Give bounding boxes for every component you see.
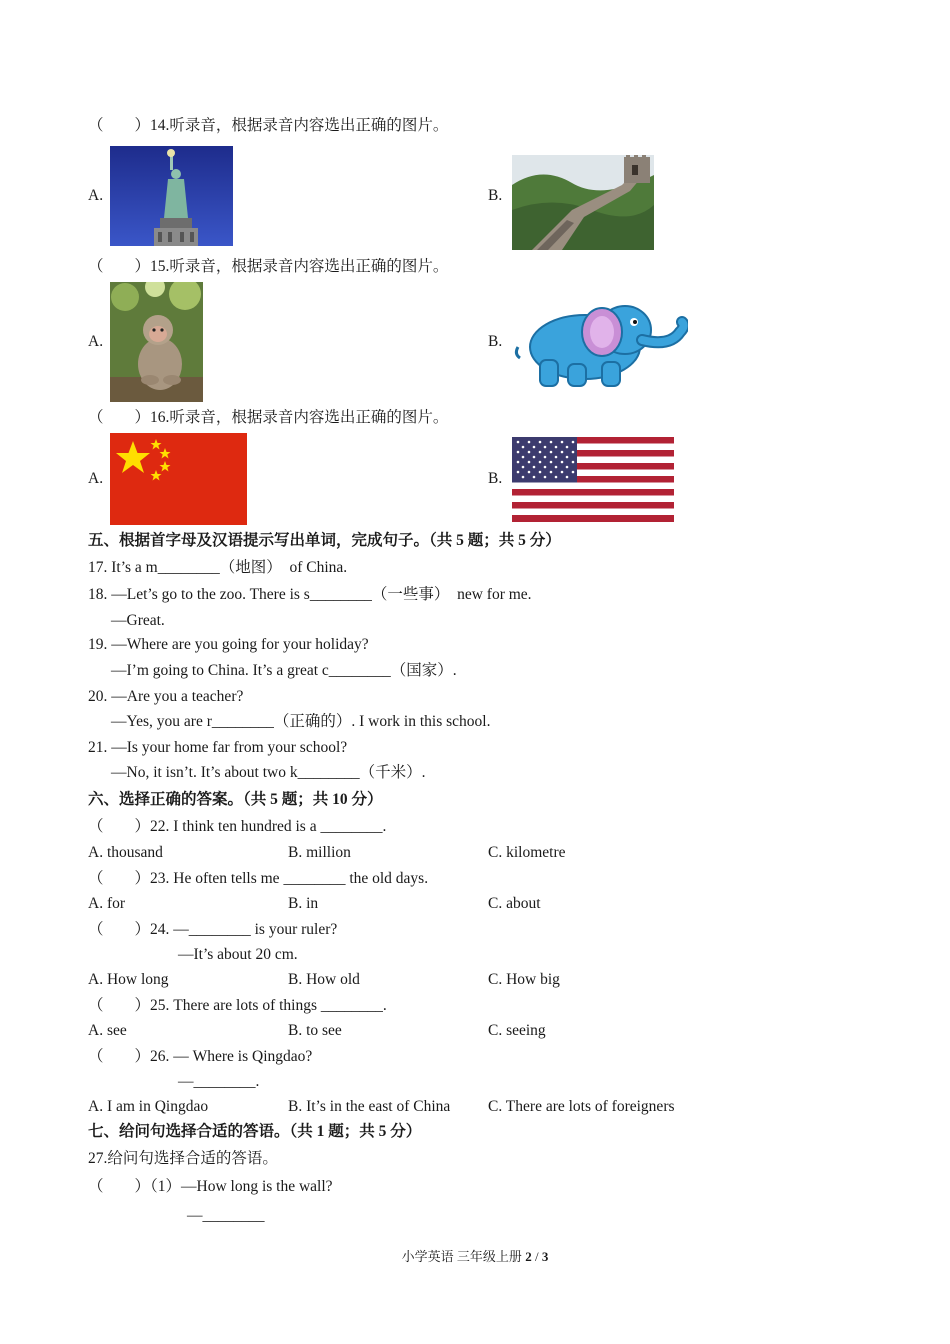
page-total: 3 bbox=[541, 1249, 549, 1264]
question-21: 21. —Is your home far from your school? bbox=[88, 739, 348, 756]
q23-option-a: A. for bbox=[88, 895, 126, 912]
q25-option-c: C. seeing bbox=[488, 1022, 546, 1039]
question-26-reply: —________. bbox=[178, 1073, 260, 1090]
q16-option-a-label: A. bbox=[88, 470, 104, 487]
q22-option-b: B. million bbox=[288, 844, 351, 861]
question-14-stem: （ ）14.听录音，根据录音内容选出正确的图片。 bbox=[88, 117, 449, 134]
question-24-stem: （ ）24. —________ is your ruler? bbox=[88, 921, 338, 938]
q26-option-b: B. It’s in the east of China bbox=[288, 1098, 451, 1115]
question-25-stem: （ ）25. There are lots of things ________. bbox=[88, 997, 387, 1014]
statue-of-liberty-image bbox=[110, 146, 233, 246]
q25-option-a: A. see bbox=[88, 1022, 127, 1039]
elephant-cartoon-image bbox=[510, 292, 688, 390]
section-6-heading: 六、选择正确的答案。（共 5 题；共 10 分） bbox=[88, 791, 383, 808]
q22-option-a: A. thousand bbox=[88, 844, 163, 861]
question-26-stem: （ ）26. — Where is Qingdao? bbox=[88, 1048, 313, 1065]
question-27-1: （ ）（1）—How long is the wall? bbox=[88, 1178, 333, 1195]
question-19-reply: —I’m going to China. It’s a great c________（国家）. bbox=[111, 662, 457, 679]
great-wall-image bbox=[512, 155, 654, 250]
q22-option-c: C. kilometre bbox=[488, 844, 566, 861]
usa-flag-image bbox=[512, 437, 674, 522]
q16-option-b-label: B. bbox=[488, 470, 503, 487]
question-23-stem: （ ）23. He often tells me ________ the old days. bbox=[88, 870, 429, 887]
section-5-heading: 五、根据首字母及汉语提示写出单词，完成句子。（共 5 题；共 5 分） bbox=[88, 532, 561, 549]
page-number: 2 bbox=[525, 1249, 532, 1264]
q26-option-a: A. I am in Qingdao bbox=[88, 1098, 209, 1115]
question-15-stem: （ ）15.听录音，根据录音内容选出正确的图片。 bbox=[88, 258, 449, 275]
q23-option-c: C. about bbox=[488, 895, 541, 912]
q24-option-c: C. How big bbox=[488, 971, 560, 988]
question-16-stem: （ ）16.听录音，根据录音内容选出正确的图片。 bbox=[88, 409, 449, 426]
question-24-reply: —It’s about 20 cm. bbox=[178, 946, 298, 963]
question-19: 19. —Where are you going for your holiday? bbox=[88, 636, 369, 653]
q15-option-a-label: A. bbox=[88, 333, 104, 350]
question-17: 17. It’s a m________（地图） of China. bbox=[88, 559, 348, 576]
q24-option-b: B. How old bbox=[288, 971, 360, 988]
section-7-heading: 七、给问句选择合适的答语。（共 1 题；共 5 分） bbox=[88, 1123, 422, 1140]
china-flag-image bbox=[110, 433, 247, 525]
monkey-image bbox=[110, 282, 203, 402]
question-20: 20. —Are you a teacher? bbox=[88, 688, 244, 705]
question-21-reply: —No, it isn’t. It’s about two k________（千米）. bbox=[111, 764, 426, 781]
q26-option-c: C. There are lots of foreigners bbox=[488, 1098, 675, 1115]
q15-option-b-label: B. bbox=[488, 333, 503, 350]
question-18: 18. —Let’s go to the zoo. There is s________（一些事） new for me. bbox=[88, 586, 532, 603]
question-27-1-answer-blank: —________ bbox=[187, 1207, 265, 1224]
q23-option-b: B. in bbox=[288, 895, 319, 912]
q14-option-a-label: A. bbox=[88, 187, 104, 204]
question-22-stem: （ ）22. I think ten hundred is a ________. bbox=[88, 818, 387, 835]
page-footer: 小学英语 三年级上册 2 / 3 bbox=[401, 1249, 549, 1264]
question-27-stem: 27.给问句选择合适的答语。 bbox=[88, 1150, 278, 1167]
q14-option-b-label: B. bbox=[488, 187, 503, 204]
question-20-reply: —Yes, you are r________（正确的）. I work in this school. bbox=[111, 713, 491, 730]
question-18-reply: —Great. bbox=[111, 612, 165, 629]
q25-option-b: B. to see bbox=[288, 1022, 342, 1039]
q24-option-a: A. How long bbox=[88, 971, 169, 988]
